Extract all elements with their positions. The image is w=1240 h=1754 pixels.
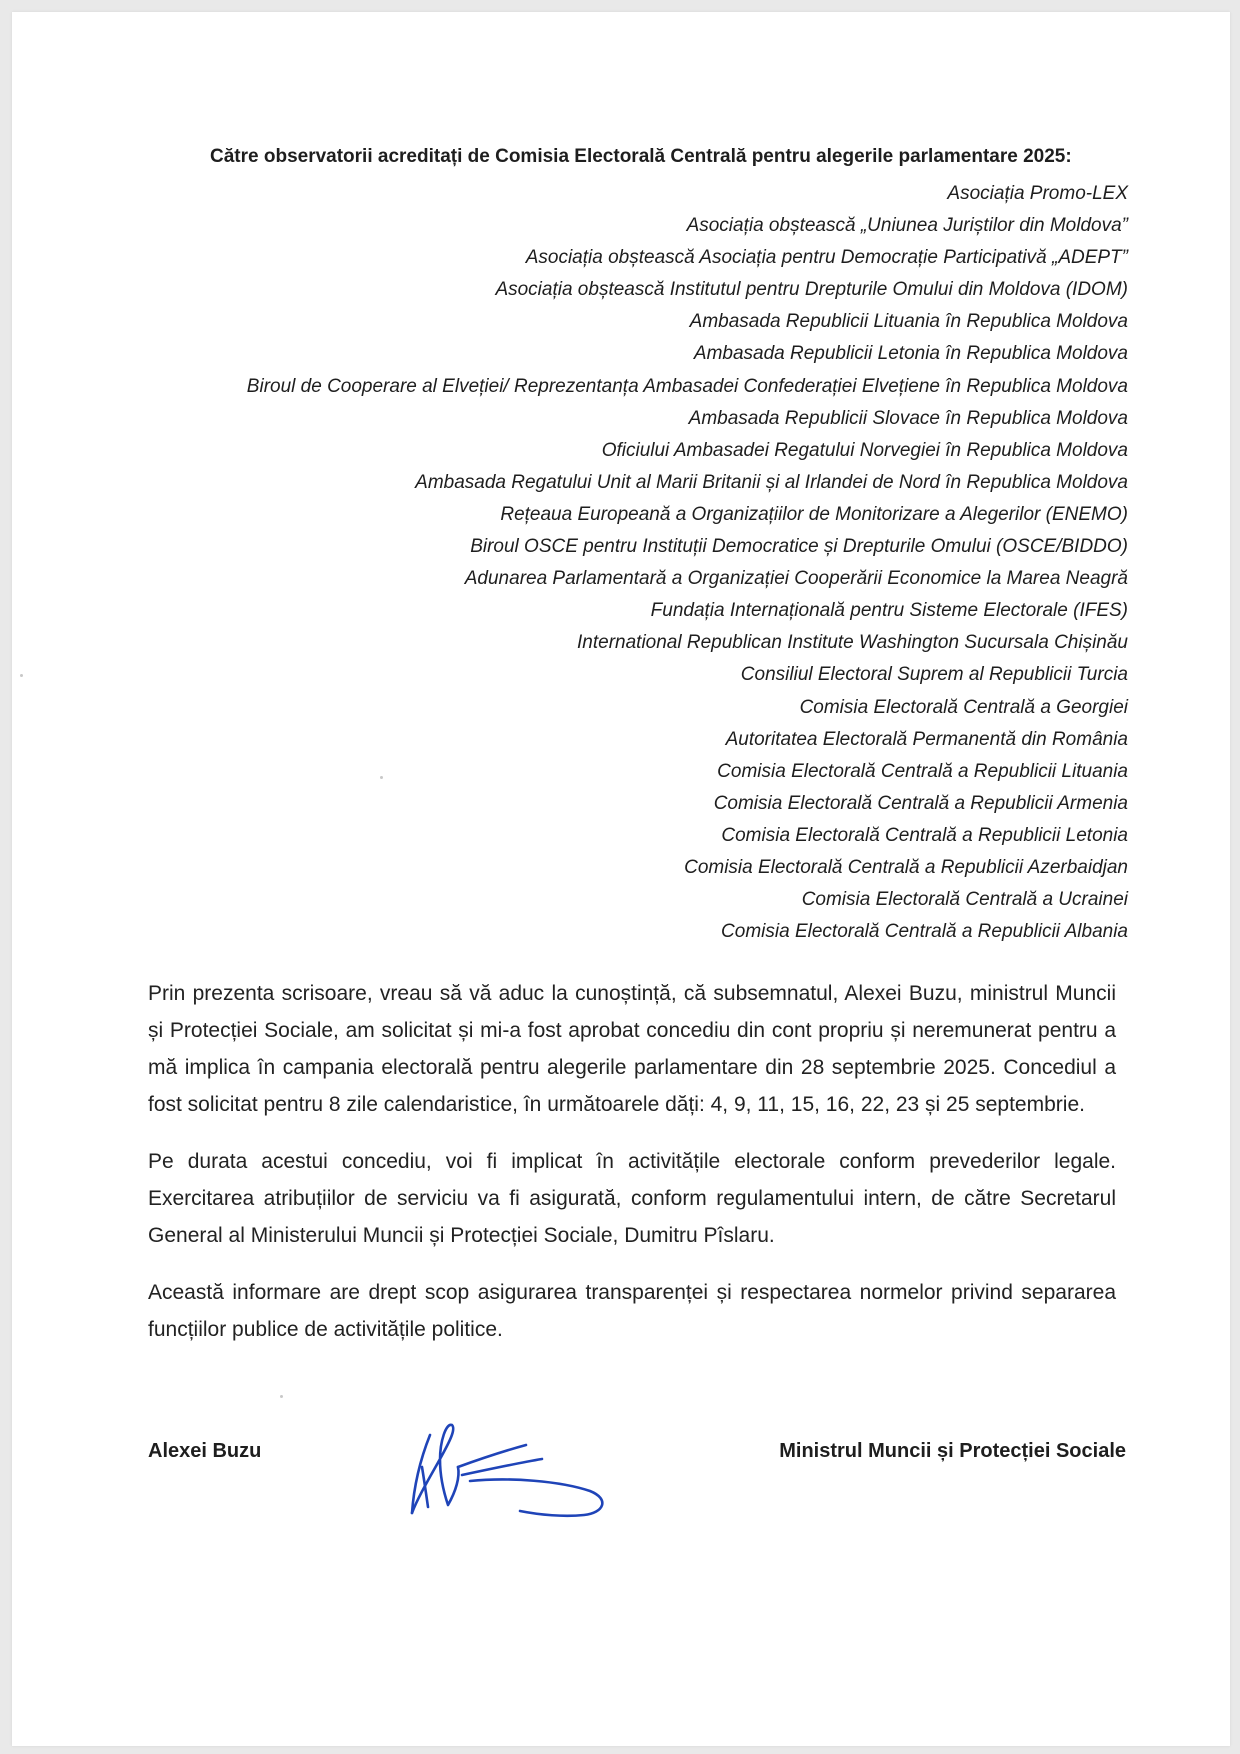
recipient-item: Rețeaua Europeană a Organizațiilor de Monitorizare a Alegerilor (ENEMO) [500,503,1128,525]
recipient-item: Biroul OSCE pentru Instituții Democratice și Drepturile Omului (OSCE/BIDDO) [470,536,1128,558]
body-paragraph: Pe durata acestui concediu, voi fi implicat în activitățile electorale conform prevederilor legale. Exercitarea atribuțiilor de serviciu va fi asigurată, conform regulamentului intern, de către Secretarul General al Ministerului Muncii și Protecției Sociale, Dumitru Pîslaru. [148,1150,1116,1247]
recipient-item: Biroul de Cooperare al Elveției/ Reprezentanța Ambasadei Confederației Elvețiene în Republica Moldova [246,375,1128,397]
recipient-item: Fundația Internațională pentru Sisteme Electorale (IFES) [650,600,1128,622]
recipient-item: Comisia Electorală Centrală a Ucrainei [801,889,1128,911]
recipient-item: Ambasada Republicii Slovace în Republica Moldova [688,407,1128,429]
handwritten-signature [400,1415,620,1525]
letter-body [148,975,1116,1368]
recipient-item: Comisia Electorală Centrală a Republicii Azerbaidjan [684,856,1128,878]
recipient-item: Asociația obștească Institutul pentru Drepturile Omului din Moldova (IDOM) [495,279,1128,301]
recipient-item: Asociația obștească „Uniunea Juriștilor din Moldova” [686,215,1128,237]
recipient-item: Ambasada Republicii Lituania în Republica Moldova [689,311,1128,333]
recipient-item: Asociația Promo-LEX [947,183,1128,204]
signature-strokes [412,1425,602,1516]
body-paragraph: Această informare are drept scop asigurarea transparenței și respectarea normelor privind separarea funcțiilor publice de activitățile politice. [148,1281,1116,1341]
recipient-item: Comisia Electorală Centrală a Republicii Albania [721,921,1128,943]
recipient-item: Ambasada Regatului Unit al Marii Britanii și al Irlandei de Nord în Republica Moldova [415,471,1128,493]
recipient-item: Asociația obștească Asociația pentru Democrație Participativă „ADEPT” [525,247,1128,269]
signatory-title: Ministrul Muncii și Protecției Sociale [779,1440,1126,1462]
recipient-item: Comisia Electorală Centrală a Georgiei [799,696,1128,718]
letter-header: Către observatorii acreditați de Comisia Electorală Centrală pentru alegerile parlamentare 2025: [210,146,1072,167]
body-paragraph: Prin prezenta scrisoare, vreau să vă aduc la cunoștință, că subsemnatul, Alexei Buzu, ministrul Muncii și Protecției Sociale, am solicitat și mi-a fost aprobat concediu din cont propriu și neremunerat pentru a mă implica în campania electorală pentru alegerile parlamentare din 28 septembrie 2025. Concediul a fost solicitat pentru 8 zile calendaristice, în următoarele dăți: 4, 9, 11, 15, 16, 22, 23 și 25 septembrie. [148,982,1116,1116]
scan-speck [280,1395,283,1398]
recipient-list [247,178,1128,948]
recipient-item: International Republican Institute Washington Sucursala Chișinău [577,632,1128,654]
recipient-item: Ambasada Republicii Letonia în Republica Moldova [693,343,1128,365]
recipient-item: Comisia Electorală Centrală a Republicii Letonia [721,824,1128,846]
recipient-item: Comisia Electorală Centrală a Republicii Lituania [717,760,1128,782]
recipient-item: Consiliul Electoral Suprem al Republicii Turcia [740,664,1128,686]
recipient-item: Autoritatea Electorală Permanentă din România [725,728,1128,750]
recipient-item: Comisia Electorală Centrală a Republicii Armenia [713,792,1128,814]
scan-speck [20,674,23,677]
signatory-name: Alexei Buzu [148,1440,262,1462]
recipient-item: Oficiului Ambasadei Regatului Norvegiei în Republica Moldova [601,439,1128,461]
recipient-item: Adunarea Parlamentară a Organizației Cooperării Economice la Marea Neagră [464,568,1128,590]
